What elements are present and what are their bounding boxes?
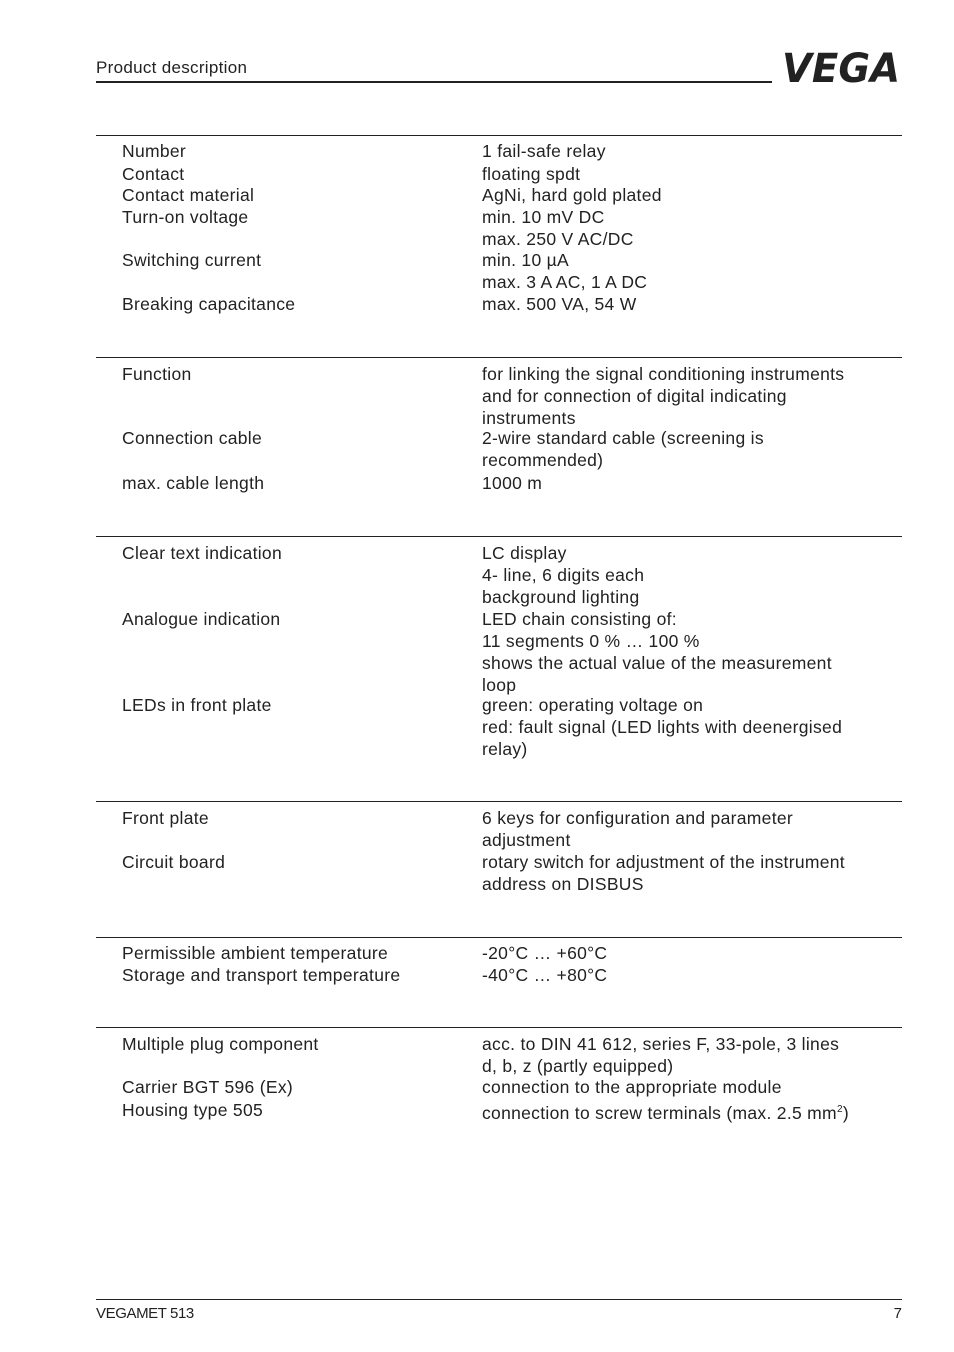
spec-value: rotary switch for adjustment of the instrument address on DISBUS	[482, 852, 845, 894]
spec-label: Multiple plug component	[122, 1034, 319, 1054]
svg-text:VEGA: VEGA	[782, 50, 900, 84]
indication-section	[96, 536, 902, 759]
page-header-title: Product description	[96, 58, 248, 77]
spec-value: min. 10 µA max. 3 A AC, 1 A DC	[482, 250, 648, 292]
spec-label: Permissible ambient temperature	[122, 943, 389, 963]
spec-label: Contact	[122, 164, 185, 184]
electrical-connection-section	[96, 1027, 902, 1123]
spec-value: -40°C … +80°C	[482, 965, 608, 985]
spec-label: Breaking capacitance	[122, 294, 296, 314]
spec-label: Housing type 505	[122, 1100, 264, 1120]
spec-value: connection to the appropriate module	[482, 1077, 782, 1097]
spec-value	[482, 1099, 902, 1124]
spec-label: Number	[122, 141, 187, 161]
spec-value: 1000 m	[482, 473, 543, 493]
relay-output-section	[96, 135, 902, 314]
adjustment-section	[96, 801, 902, 894]
spec-label: Clear text indication	[122, 543, 282, 563]
footer-rule	[96, 1299, 902, 1300]
spec-value: AgNi, hard gold plated	[482, 185, 662, 205]
spec-value: 1 fail-safe relay	[482, 141, 606, 161]
footer-product-name: VEGAMET 513	[96, 1305, 194, 1322]
page-number: 7	[893, 1305, 902, 1322]
spec-label: Circuit board	[122, 852, 226, 872]
spec-label: Contact material	[122, 185, 255, 205]
spec-value: min. 10 mV DC max. 250 V AC/DC	[482, 207, 634, 249]
spec-value: -20°C … +60°C	[482, 943, 608, 963]
spec-label: max. cable length	[122, 473, 265, 493]
spec-value: 6 keys for configuration and parameter adjustment	[482, 808, 794, 850]
spec-value-suffix: )	[842, 1102, 849, 1123]
header-rule	[96, 81, 772, 83]
spec-value: max. 500 VA, 54 W	[482, 294, 637, 314]
spec-label: Turn-on voltage	[122, 207, 249, 227]
superscript: 2	[836, 1104, 843, 1115]
spec-label: Connection cable	[122, 428, 263, 448]
spec-label: Storage and transport temperature	[122, 965, 401, 985]
spec-label: Function	[122, 364, 192, 384]
spec-value: LC display 4- line, 6 digits each background lighting	[482, 543, 645, 607]
data-interface-section	[96, 357, 902, 493]
spec-label: Switching current	[122, 250, 262, 270]
spec-label: Analogue indication	[122, 609, 281, 629]
spec-value: floating spdt	[482, 164, 581, 184]
spec-value: acc. to DIN 41 612, series F, 33-pole, 3 lines d, b, z (partly equipped)	[482, 1034, 840, 1076]
vega-logo	[782, 50, 902, 84]
spec-value: for linking the signal conditioning instruments and for connection of digital indicating instruments	[482, 364, 845, 428]
spec-label: LEDs in front plate	[122, 695, 272, 715]
spec-value: LED chain consisting of: 11 segments 0 % … 100 % shows the actual value of the measurement loop	[482, 609, 832, 695]
spec-value-text: connection to screw terminals (max. 2.5 mm	[482, 1102, 837, 1123]
spec-label: Carrier BGT 596 (Ex)	[122, 1077, 293, 1097]
spec-value: green: operating voltage on red: fault signal (LED lights with deenergised relay)	[482, 695, 843, 759]
spec-label: Front plate	[122, 808, 209, 828]
spec-value: 2-wire standard cable (screening is recommended)	[482, 428, 764, 470]
ambient-conditions-section	[96, 937, 902, 985]
